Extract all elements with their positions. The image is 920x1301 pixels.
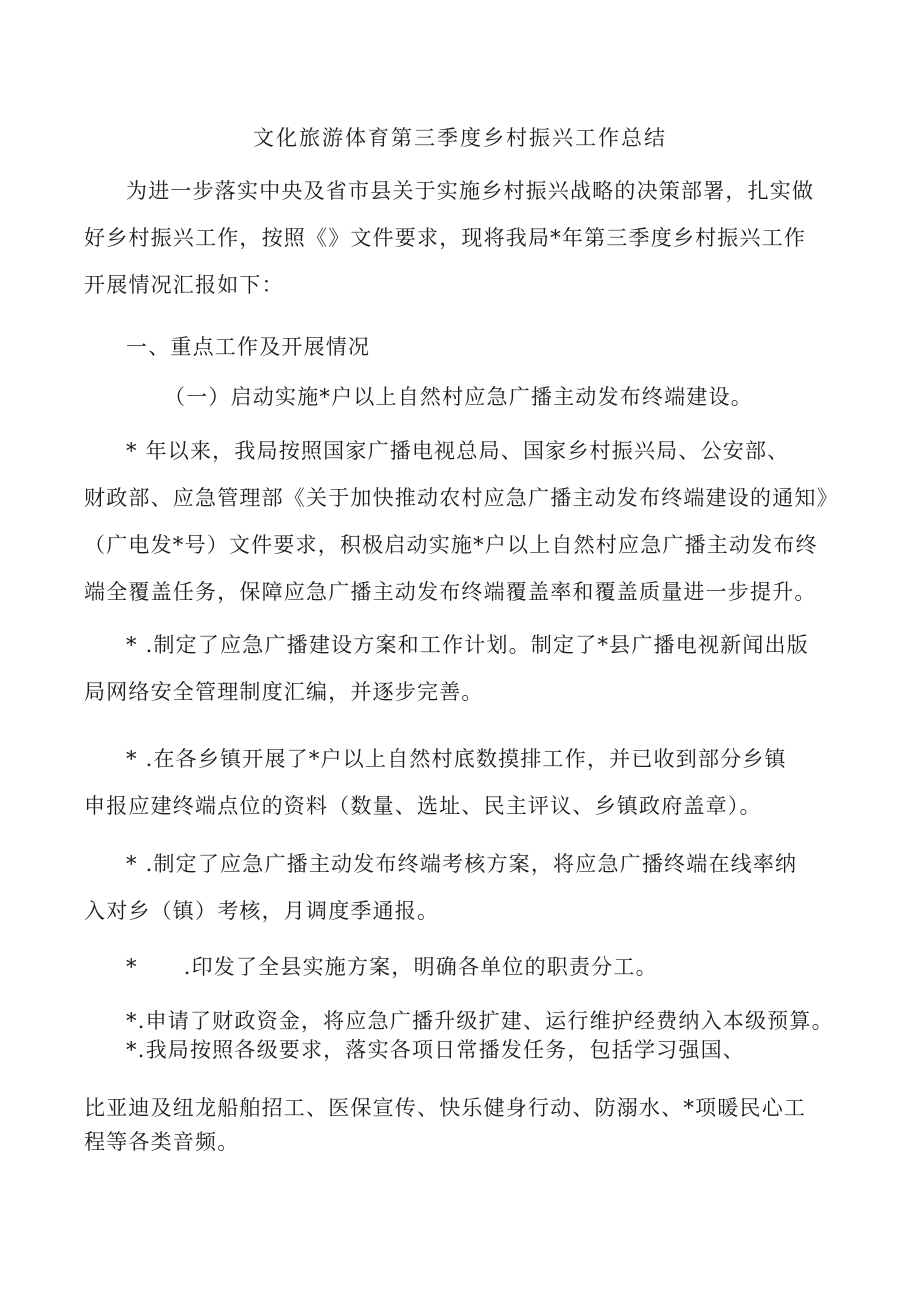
paragraph-line: * .制定了应急广播主动发布终端考核方案，将应急广播终端在线率纳 [126, 852, 798, 876]
paragraph-h [84, 1091, 844, 1159]
paragraph-line: 为进一步落实中央及省市县关于实施乡村振兴战略的决策部署，扎实做 [126, 179, 815, 203]
bullet-star: * [126, 955, 138, 979]
paragraph-line: 好乡村振兴工作，按照《》文件要求，现将我局*年第三季度乡村振兴工作 [84, 226, 807, 250]
paragraph-text: .印发了全县实施方案，明确各单位的职责分工。 [183, 955, 658, 979]
paragraph-line: * .制定了应急广播建设方案和工作计划。制定了*县广播电视新闻出版 [126, 633, 809, 657]
paragraph-line: 开展情况汇报如下： [84, 273, 284, 297]
paragraph-line: 端全覆盖任务，保障应急广播主动发布终端覆盖率和覆盖质量进一步提升。 [84, 580, 817, 604]
document-title: 文化旅游体育第三季度乡村振兴工作总结 [253, 126, 667, 150]
paragraph-line: * 年以来，我局按照国家广播电视总局、国家乡村振兴局、公安部、 [126, 439, 790, 463]
paragraph-line: 程等各类音频。 [84, 1130, 240, 1154]
intro-paragraph [84, 168, 844, 309]
paragraph-a [84, 428, 844, 616]
paragraph-g [84, 1034, 844, 1067]
paragraph-line: *.我局按照各级要求，落实各项日常播发任务，包括学习强国、 [126, 1038, 745, 1062]
subsection-heading [164, 374, 844, 421]
paragraph-line: *.申请了财政资金，将应急广播升级扩建、运行维护经费纳入本级预算。 [126, 1009, 834, 1033]
paragraph-line: 比亚迪及纽龙船舶招工、医保宣传、快乐健身行动、防溺水、*项暖民心工 [84, 1096, 807, 1120]
paragraph-line: 申报应建终端点位的资料（数量、选址、民主评议、乡镇政府盖章）。 [84, 794, 762, 818]
paragraph-line [84, 944, 844, 991]
heading-text: （一）启动实施*户以上自然村应急广播主动发布终端建设。 [164, 385, 753, 409]
paragraph-c [84, 736, 844, 830]
paragraph-line: * .在各乡镇开展了*户以上自然村底数摸排工作，并已收到部分乡镇 [126, 747, 787, 771]
paragraph-line: 入对乡（镇）考核，月调度季通报。 [84, 899, 440, 923]
heading-text: 一、重点工作及开展情况 [126, 335, 371, 359]
paragraph-e [84, 944, 844, 991]
paragraph-d [84, 841, 844, 935]
paragraph-line: （广电发*号）文件要求，积极启动实施*户以上自然村应急广播主动发布终 [84, 533, 818, 557]
paragraph-line: 局网络安全管理制度汇编，并逐步完善。 [84, 680, 484, 704]
section-heading [84, 324, 844, 371]
paragraph-b [84, 622, 844, 716]
paragraph-line: 财政部、应急管理部《关于加快推动农村应急广播主动发布终端建设的通知》 [84, 486, 839, 510]
